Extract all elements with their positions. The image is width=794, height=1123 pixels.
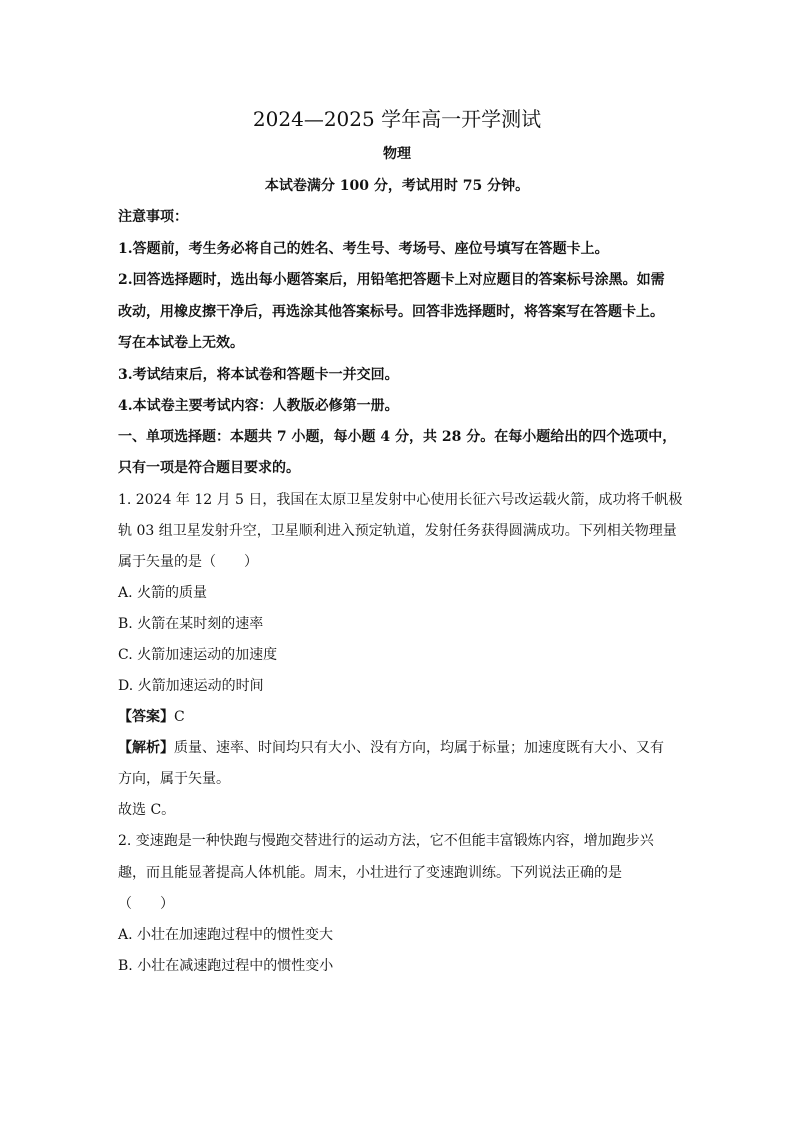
question-2-stem: （ ）: [118, 896, 174, 912]
section-heading: 一、单项选择题：本题共 7 小题，每小题 4 分，共 28 分。在每小题给出的四个选项中，: [118, 429, 677, 445]
exam-info: 本试卷满分 100 分，考试用时 75 分钟。: [264, 178, 530, 194]
answer-tag: 【答案】: [118, 709, 174, 725]
notice-item: 1.答题前，考生务必将自己的姓名、考生号、考场号、座位号填写在答题卡上。: [118, 241, 609, 257]
question-1-option-c: C. 火箭加速运动的加速度: [118, 647, 278, 663]
question-1-analysis: [118, 739, 664, 757]
notice-item: 写在本试卷上无效。: [118, 335, 244, 351]
question-1-stem: 1. 2024 年 12 月 5 日，我国在太原卫星发射中心使用长征六号改运载火箭，成功将千帆极: [118, 492, 683, 508]
notice-item: 改动，用橡皮擦干净后，再选涂其他答案标号。回答非选择题时，将答案写在答题卡上。: [118, 304, 664, 320]
exam-title: 2024—2025 学年高一开学测试: [252, 107, 542, 131]
question-1-analysis-line: 故选 C。: [118, 802, 176, 818]
question-2-stem: 趣，而且能显著提高人体机能。周末，小壮进行了变速跑训练。下列说法正确的是: [118, 865, 622, 881]
question-1-analysis-line: 方向，属于矢量。: [118, 771, 230, 787]
section-heading: 只有一项是符合题目要求的。: [118, 460, 300, 476]
question-2-option-a: A. 小壮在加速跑过程中的惯性变大: [118, 927, 334, 943]
notice-item: 2.回答选择题时，选出每小题答案后，用铅笔把答题卡上对应题目的答案标号涂黑。如需: [118, 272, 665, 288]
question-2-stem: 2. 变速跑是一种快跑与慢跑交替进行的运动方法，它不但能丰富锻炼内容，增加跑步兴: [118, 833, 654, 849]
question-1-option-d: D. 火箭加速运动的时间: [118, 678, 264, 694]
question-1-option-b: B. 火箭在某时刻的速率: [118, 616, 264, 632]
subject-name: 物理: [383, 146, 411, 162]
analysis-tag: 【解析】: [118, 740, 174, 756]
analysis-text: 质量、速率、时间均只有大小、没有方向，均属于标量；加速度既有大小、又有: [174, 740, 664, 756]
question-2-option-b: B. 小壮在减速跑过程中的惯性变小: [118, 958, 334, 974]
question-1-stem: 轨 03 组卫星发射升空，卫星顺利进入预定轨道，发射任务获得圆满成功。下列相关物理量: [118, 523, 677, 539]
question-1-stem: 属于矢量的是（ ）: [118, 554, 258, 570]
question-1-option-a: A. 火箭的质量: [118, 585, 208, 601]
notice-item: 4.本试卷主要考试内容：人教版必修第一册。: [118, 398, 399, 414]
notice-heading: 注意事项：: [118, 209, 188, 225]
notice-item: 3.考试结束后，将本试卷和答题卡一并交回。: [118, 367, 399, 383]
question-1-answer: [118, 708, 185, 726]
answer-value: C: [174, 709, 185, 725]
